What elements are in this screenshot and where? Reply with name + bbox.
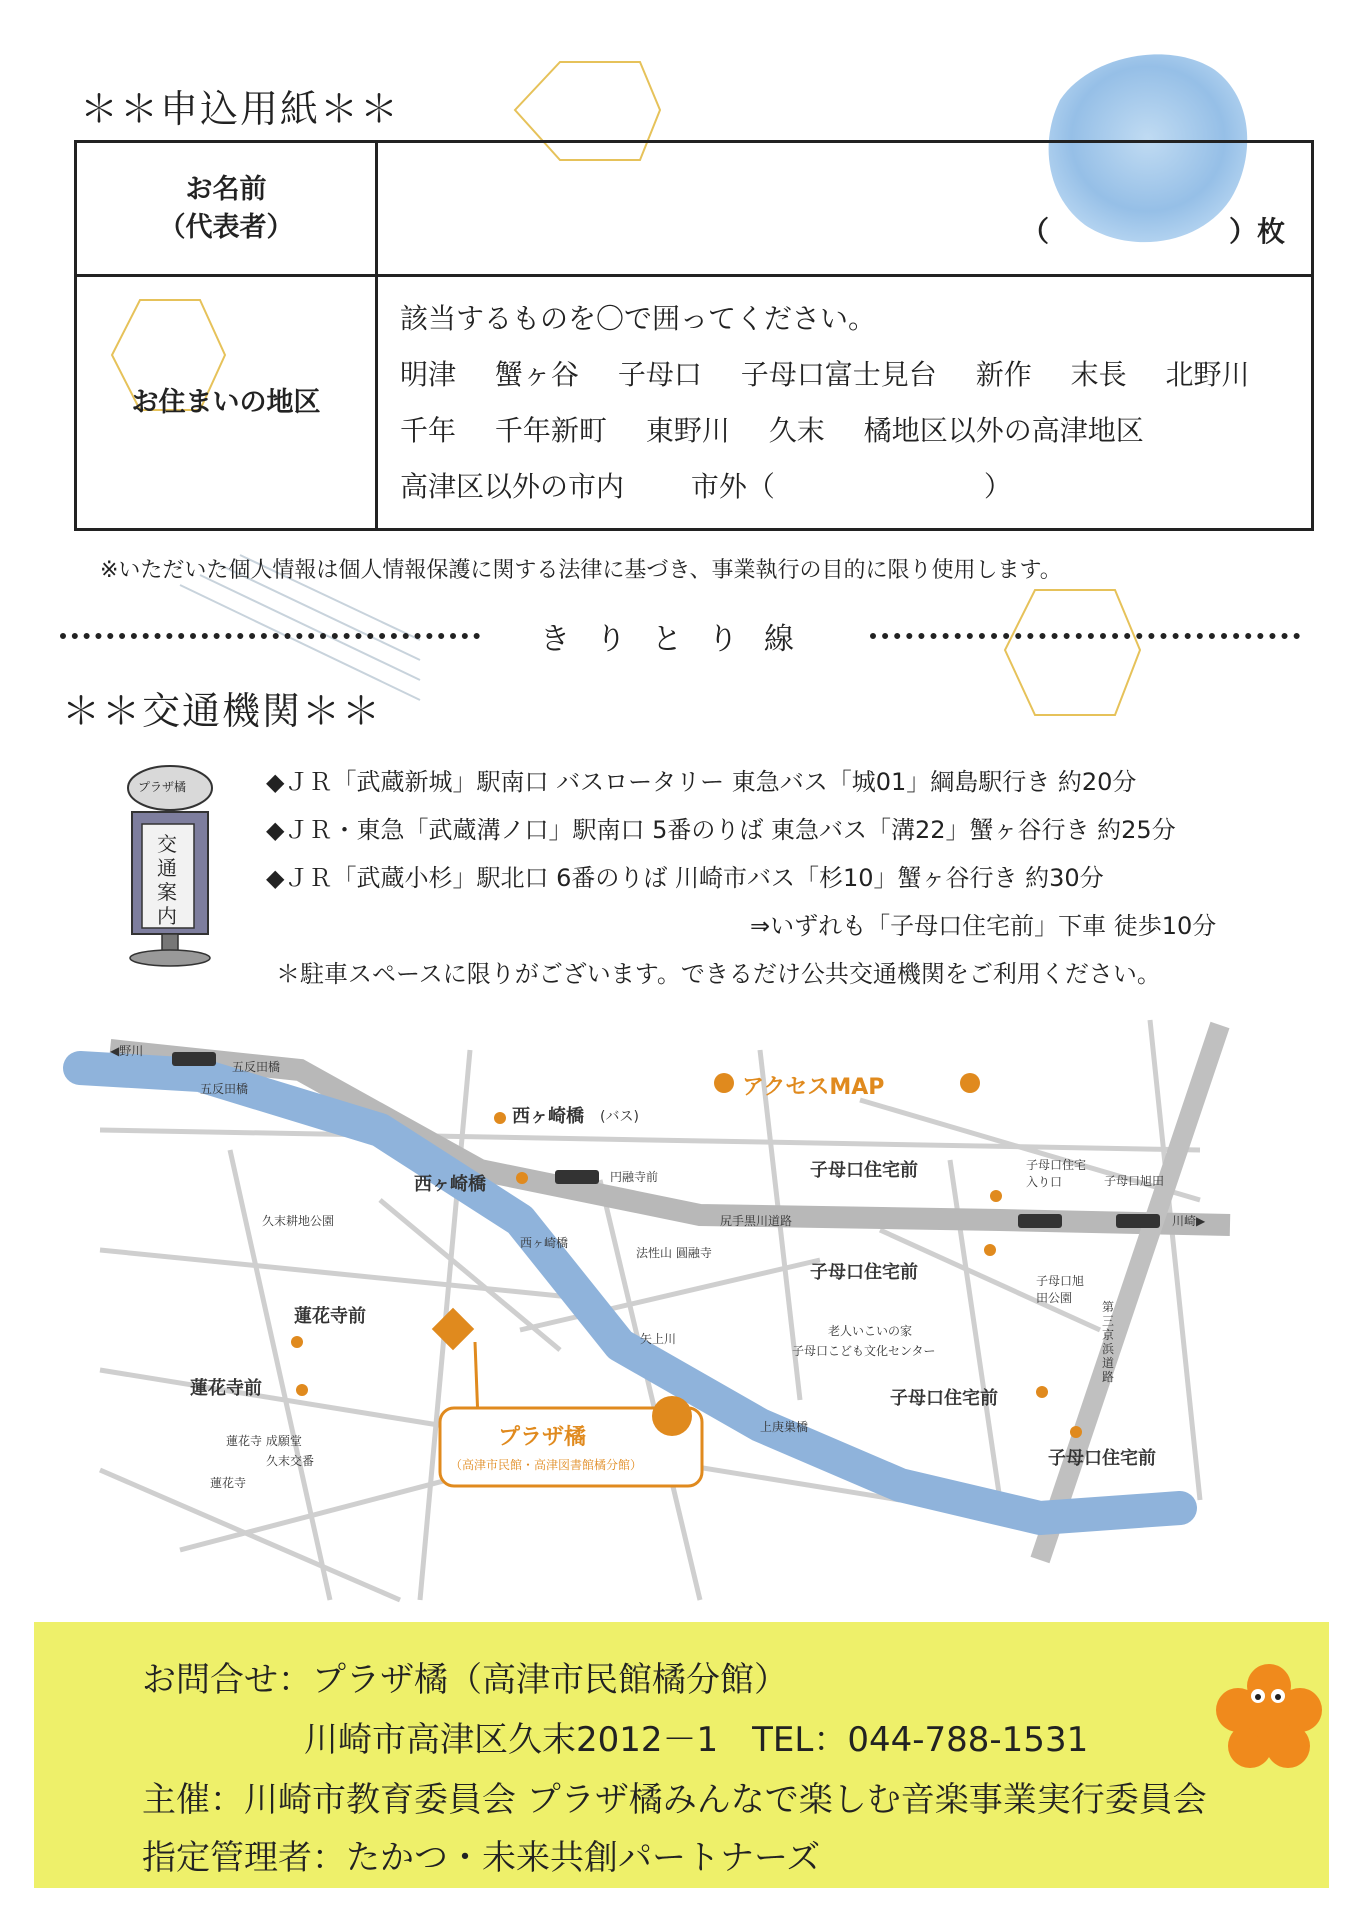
route-1: ◆ＪＲ「武蔵新城」駅南口 バスロータリー 東急バス「城01」綱島駅行き 約20分 bbox=[266, 768, 1137, 796]
map-label: 上庚巣橋 bbox=[760, 1420, 809, 1434]
map-label: 蓮花寺前 bbox=[190, 1378, 262, 1399]
district-instruction: 該当するものを〇で囲ってください。 bbox=[400, 301, 877, 335]
route-2: ◆ＪＲ・東急「武蔵溝ノ口」駅南口 5番のりば 東急バス「溝22」蟹ヶ谷行き 約25分 bbox=[266, 816, 1176, 844]
district-option[interactable]: 高津区以外の市内 bbox=[400, 469, 625, 503]
district-option[interactable]: 北野川 bbox=[1165, 357, 1250, 391]
district-option[interactable]: 新作 bbox=[975, 357, 1032, 391]
map-label: 円融寺前 bbox=[610, 1170, 659, 1184]
orange-mascot-icon bbox=[1214, 1662, 1324, 1772]
map-label: (バス) bbox=[600, 1109, 639, 1125]
map-label: 子母口住宅入り口 bbox=[1026, 1158, 1087, 1189]
map-label: 老人いこいの家 bbox=[828, 1324, 913, 1338]
sign-top-label: プラザ橘 bbox=[138, 780, 187, 794]
ticket-open: （ bbox=[1020, 215, 1049, 248]
map-label: 蓮花寺 成願堂 bbox=[226, 1434, 302, 1448]
map-label: 子母口旭田 bbox=[1104, 1174, 1165, 1188]
map-label: 法性山 圓融寺 bbox=[636, 1246, 712, 1260]
district-option[interactable]: 千年新町 bbox=[494, 413, 607, 447]
district-option[interactable]: 東野川 bbox=[645, 413, 730, 447]
privacy-note: ※いただいた個人情報は個人情報保護に関する法律に基づき、事業執行の目的に限り使用します。 bbox=[100, 558, 1062, 583]
district-option[interactable]: 子母口 bbox=[617, 357, 702, 391]
district-option[interactable]: 末長 bbox=[1070, 357, 1127, 391]
cut-line-label: きりとり線 bbox=[540, 622, 820, 657]
map-label: 蓮花寺前 bbox=[294, 1306, 366, 1327]
map-label: 尻手黒川道路 bbox=[720, 1214, 793, 1228]
map-label: 西ヶ崎橋 bbox=[512, 1106, 584, 1127]
transport-title: ＊＊交通機関＊＊ bbox=[62, 689, 383, 733]
contact-panel bbox=[34, 1622, 1329, 1888]
name-label: お名前 bbox=[185, 173, 267, 205]
contact-line-1: お問合せ：プラザ橘（高津市民館橘分館） bbox=[142, 1660, 788, 1700]
district-option[interactable]: 蟹ヶ谷 bbox=[494, 357, 579, 391]
district-option-outside[interactable]: 市外（ bbox=[690, 469, 775, 503]
map-label: 川崎▶ bbox=[1172, 1214, 1206, 1228]
sign-body-label: 交通案内 bbox=[157, 832, 177, 928]
map-label: 西ヶ崎橋 bbox=[520, 1236, 569, 1250]
map-label: 第三京浜道路 bbox=[1102, 1300, 1115, 1384]
map-label: 子母口こども文化センター bbox=[792, 1344, 936, 1358]
parking-note: ＊駐車スペースに限りがございます。できるだけ公共交通機関をご利用ください。 bbox=[276, 960, 1161, 988]
contact-line-2: 川崎市高津区久末2012－1 TEL：044-788-1531 bbox=[304, 1720, 1089, 1760]
contact-line-4: 指定管理者：たかつ・未来共創パートナーズ bbox=[142, 1838, 821, 1878]
map-label: 五反田橋 bbox=[232, 1060, 281, 1074]
map-title: アクセスMAP bbox=[742, 1075, 885, 1100]
map-label: 久末耕地公園 bbox=[262, 1214, 335, 1228]
district-outside-close: ） bbox=[983, 469, 1012, 503]
name-sublabel: （代表者） bbox=[158, 211, 294, 243]
map-label: 子母口住宅前 bbox=[810, 1160, 918, 1181]
ticket-close: ）枚 bbox=[1228, 215, 1285, 248]
district-option[interactable]: 久末 bbox=[768, 413, 825, 447]
district-option[interactable]: 橘地区以外の高津地区 bbox=[863, 413, 1144, 447]
map-label: 矢上川 bbox=[640, 1332, 677, 1346]
district-option[interactable]: 明津 bbox=[400, 357, 457, 391]
contact-line-3: 主催：川崎市教育委員会 プラザ橘みんなで楽しむ音楽事業実行委員会 bbox=[142, 1780, 1207, 1820]
map-label: 子母口住宅前 bbox=[810, 1262, 918, 1283]
map-label: 久末交番 bbox=[266, 1454, 315, 1468]
map-label: プラザ橘 bbox=[498, 1425, 587, 1450]
district-label: お住まいの地区 bbox=[131, 386, 321, 418]
map-label: 子母口住宅前 bbox=[1048, 1448, 1156, 1469]
map-label: ◀野川 bbox=[110, 1044, 144, 1058]
map-label: 子母口旭田公園 bbox=[1036, 1274, 1085, 1305]
map-label: 五反田橋 bbox=[200, 1082, 249, 1096]
route-3: ◆ＪＲ「武蔵小杉」駅北口 6番のりば 川崎市バス「杉10」蟹ヶ谷行き 約30分 bbox=[266, 864, 1104, 892]
map-label: 西ヶ崎橋 bbox=[414, 1174, 486, 1195]
map-label: 蓮花寺 bbox=[210, 1476, 247, 1490]
map-label: 子母口住宅前 bbox=[890, 1388, 998, 1409]
map-label: （高津市民館・高津図書館橘分館） bbox=[450, 1458, 643, 1472]
form-title: ＊＊申込用紙＊＊ bbox=[80, 87, 401, 131]
walk-note: ⇒いずれも「子母口住宅前」下車 徒歩10分 bbox=[750, 912, 1217, 940]
district-option[interactable]: 千年 bbox=[400, 413, 457, 447]
district-option[interactable]: 子母口富士見台 bbox=[740, 357, 937, 391]
